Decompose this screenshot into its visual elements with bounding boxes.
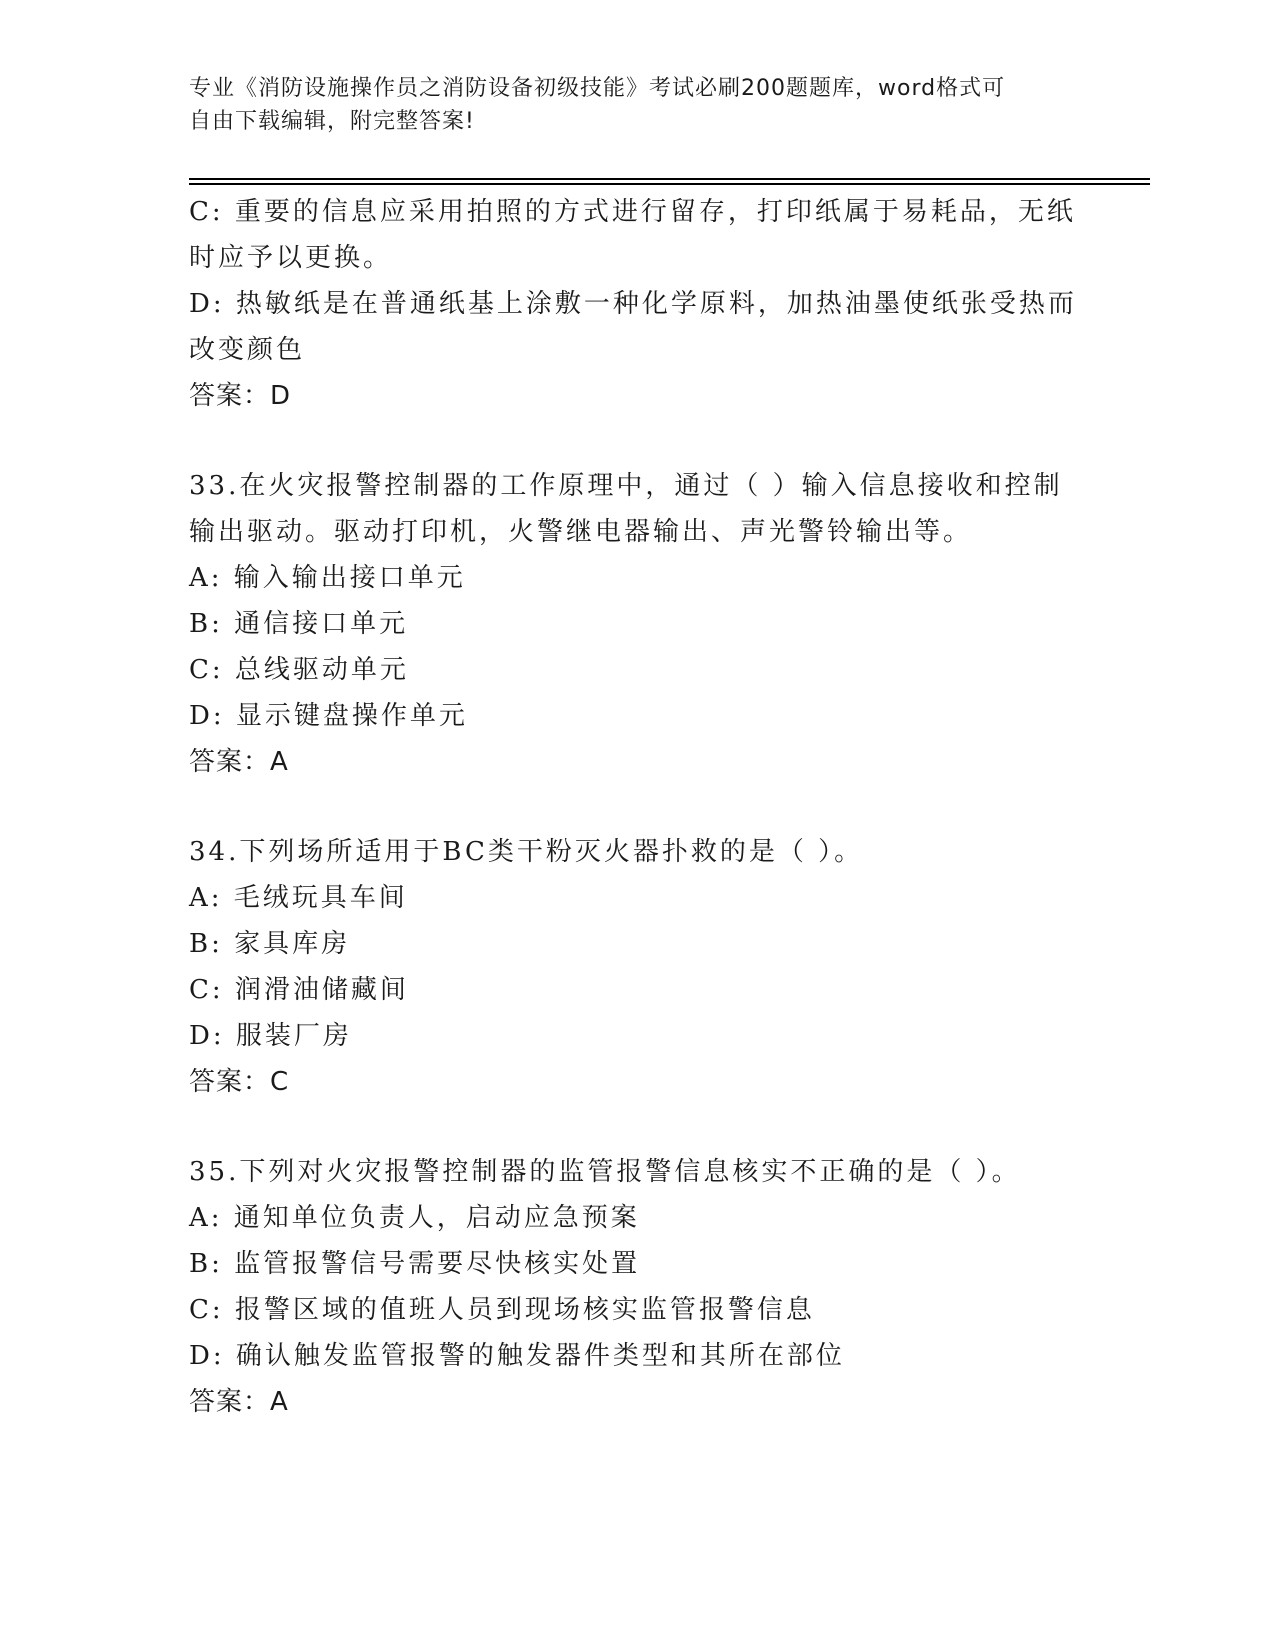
answer-line: 答案：D — [189, 381, 292, 411]
question-stem-line-1: 33.在火灾报警控制器的工作原理中，通过（ ）输入信息接收和控制 — [189, 471, 1063, 501]
option-d-line-2: 改变颜色 — [189, 335, 306, 365]
option-d-line-1: D: 热敏纸是在普通纸基上涂敷一种化学原料，加热油墨使纸张受热而 — [189, 289, 1077, 319]
answer-line: 答案：A — [189, 747, 289, 777]
option-d: D: 服装厂房 — [189, 1021, 352, 1051]
document-header — [189, 72, 1089, 138]
option-b: B: 通信接口单元 — [189, 609, 409, 639]
answer-line: 答案：C — [189, 1067, 290, 1097]
option-c: C: 总线驱动单元 — [189, 655, 409, 685]
option-c: C: 润滑油储藏间 — [189, 975, 409, 1005]
question-34 — [189, 829, 1089, 1105]
option-c: C: 报警区域的值班人员到现场核实监管报警信息 — [189, 1295, 815, 1325]
option-b: B: 监管报警信号需要尽快核实处置 — [189, 1249, 641, 1279]
option-d: D: 确认触发监管报警的触发器件类型和其所在部位 — [189, 1341, 845, 1371]
question-35 — [189, 1149, 1089, 1425]
option-a: A: 毛绒玩具车间 — [189, 883, 408, 913]
document-body — [189, 189, 1089, 1425]
question-stem-line-1: 35.下列对火灾报警控制器的监管报警信息核实不正确的是（ ）。 — [189, 1157, 1021, 1187]
option-c-line-2: 时应予以更换。 — [189, 243, 393, 273]
header-divider-top — [189, 178, 1150, 180]
header-divider-bottom — [189, 183, 1150, 185]
header-line-1: 专业《消防设施操作员之消防设备初级技能》考试必刷200题题库，word格式可 — [189, 76, 1006, 101]
option-d: D: 显示键盘操作单元 — [189, 701, 468, 731]
option-b: B: 家具库房 — [189, 929, 351, 959]
answer-line: 答案：A — [189, 1387, 289, 1417]
header-line-2: 自由下载编辑，附完整答案! — [189, 109, 475, 134]
option-c-line-1: C: 重要的信息应采用拍照的方式进行留存，打印纸属于易耗品，无纸 — [189, 197, 1076, 227]
question-stem-line-2: 输出驱动。驱动打印机，火警继电器输出、声光警铃输出等。 — [189, 517, 973, 547]
previous-question-tail — [189, 189, 1089, 419]
option-a: A: 输入输出接口单元 — [189, 563, 466, 593]
question-33 — [189, 463, 1089, 785]
question-stem-line-1: 34.下列场所适用于BC类干粉灭火器扑救的是（ ）。 — [189, 837, 864, 867]
option-a: A: 通知单位负责人，启动应急预案 — [189, 1203, 640, 1233]
